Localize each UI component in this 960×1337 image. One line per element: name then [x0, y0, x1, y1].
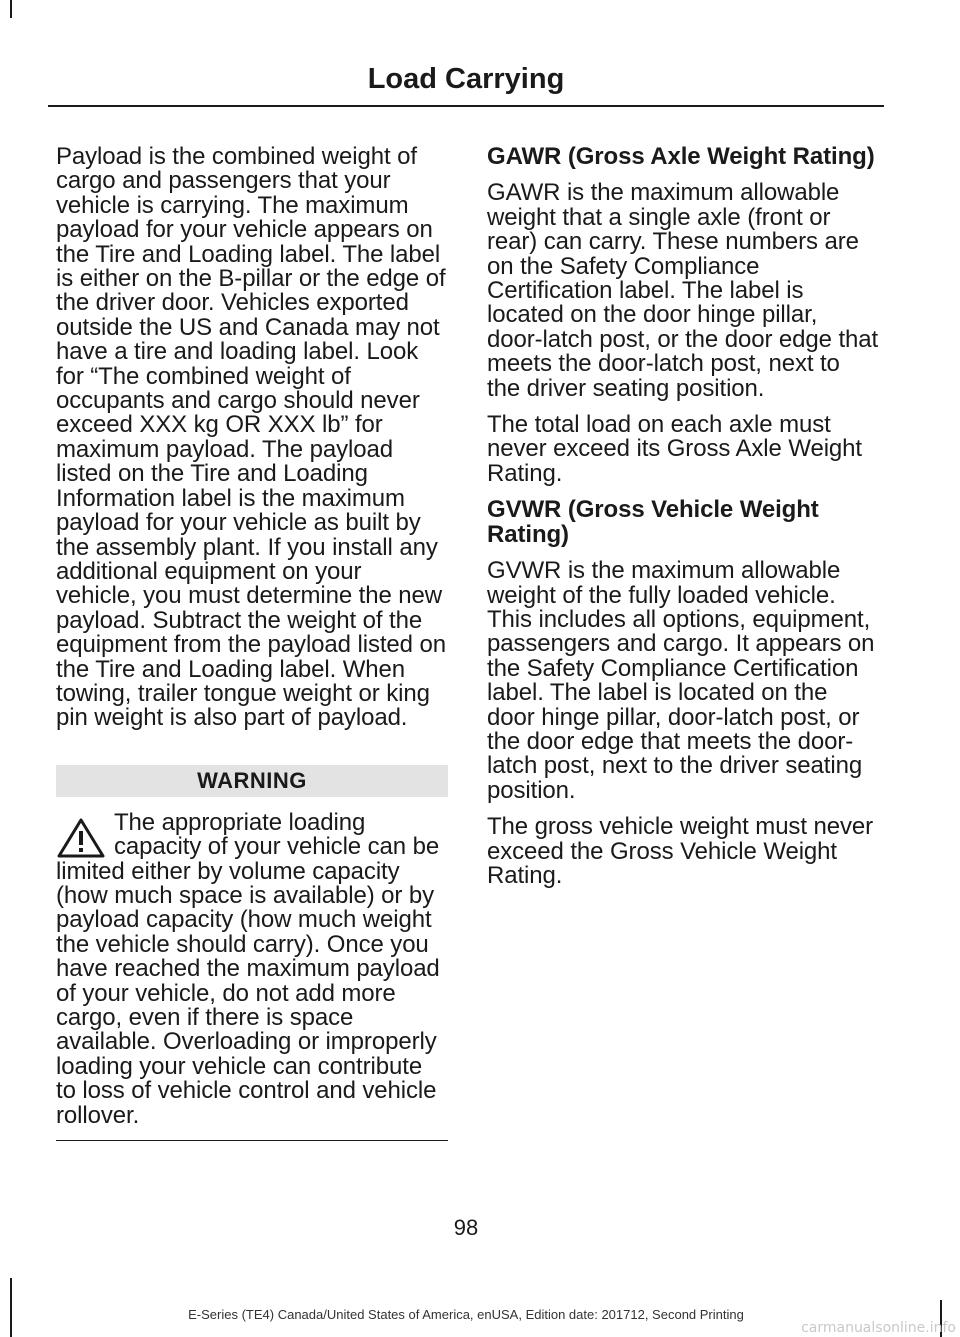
footer-edition: E-Series (TE4) Canada/United States of America, enUSA, Edition date: 201712, Second Printing: [188, 1307, 744, 1322]
gawr-heading: GAWR (Gross Axle Weight Rating): [487, 143, 875, 170]
payload-paragraph: Payload is the combined weight of cargo and passengers that your vehicle is carrying. The maximum payload for your vehicle appears on the Tire and Loading label. The label is either on the B-pillar or the edge of the driver door. Vehicles exported outside the US and Canada may not have a tire and loading label. Look for “The combined weight of occupants and cargo should never exceed XXX kg OR XXX lb” for maximum payload. The payload listed on the Tire and Loading Information label is the maximum payload for your vehicle as built by the assembly plant. If you install any additional equipment on your vehicle, you must determine the new payload. Subtract the weight of the equipment from the payload listed on the Tire and Loading label. When towing, trailer tongue weight or king pin weight is also part of payload.: [56, 143, 446, 732]
warning-box: [56, 765, 448, 1141]
warning-heading: WARNING: [56, 765, 448, 797]
gvwr-heading: GVWR (Gross Vehicle Weight Rating): [487, 496, 819, 548]
warning-triangle-icon: [56, 817, 106, 859]
warning-text: The appropriate loading capacity of your vehicle can be limited either by volume capacity (how much space is available) or by payload capacity (how much weight the vehicle should carry). Once you have reached the maximum payload of your vehicle, do not add more cargo, even if there is space available. Overloading or improperly loading your vehicle can contribute to loss of vehicle control and vehicle rollover.: [56, 808, 440, 1129]
crop-mark-top-left: [10, 0, 12, 18]
page-title: Load Carrying: [367, 63, 565, 95]
gawr-paragraph-1: GAWR is the maximum allowable weight that a single axle (front or rear) can carry. These numbers are on the Safety Compliance Certification label. The label is located on the door hinge pillar, door-latch post, or the door edge that meets the door-latch post, next to the driver seating position.: [487, 179, 879, 402]
header-divider: [48, 105, 884, 107]
gvwr-paragraph-1: GVWR is the maximum allowable weight of the fully loaded vehicle. This includes all options, equipment, passengers and cargo. It appears on the Safety Compliance Certification label. The label is located on the door hinge pillar, door-latch post, or the door edge that meets the door-latch post, next to the driver seating position.: [487, 557, 875, 804]
left-column: [56, 145, 448, 1141]
warning-divider: [56, 1140, 448, 1141]
right-column: [487, 145, 879, 900]
page-number: 98: [453, 1215, 479, 1240]
warning-body: [56, 808, 448, 1129]
gvwr-paragraph-2: The gross vehicle weight must never exceed the Gross Vehicle Weight Rating.: [487, 813, 874, 889]
watermark: carmanualsonline.info: [801, 1320, 956, 1336]
gawr-paragraph-2: The total load on each axle must never exceed its Gross Axle Weight Rating.: [487, 411, 862, 487]
